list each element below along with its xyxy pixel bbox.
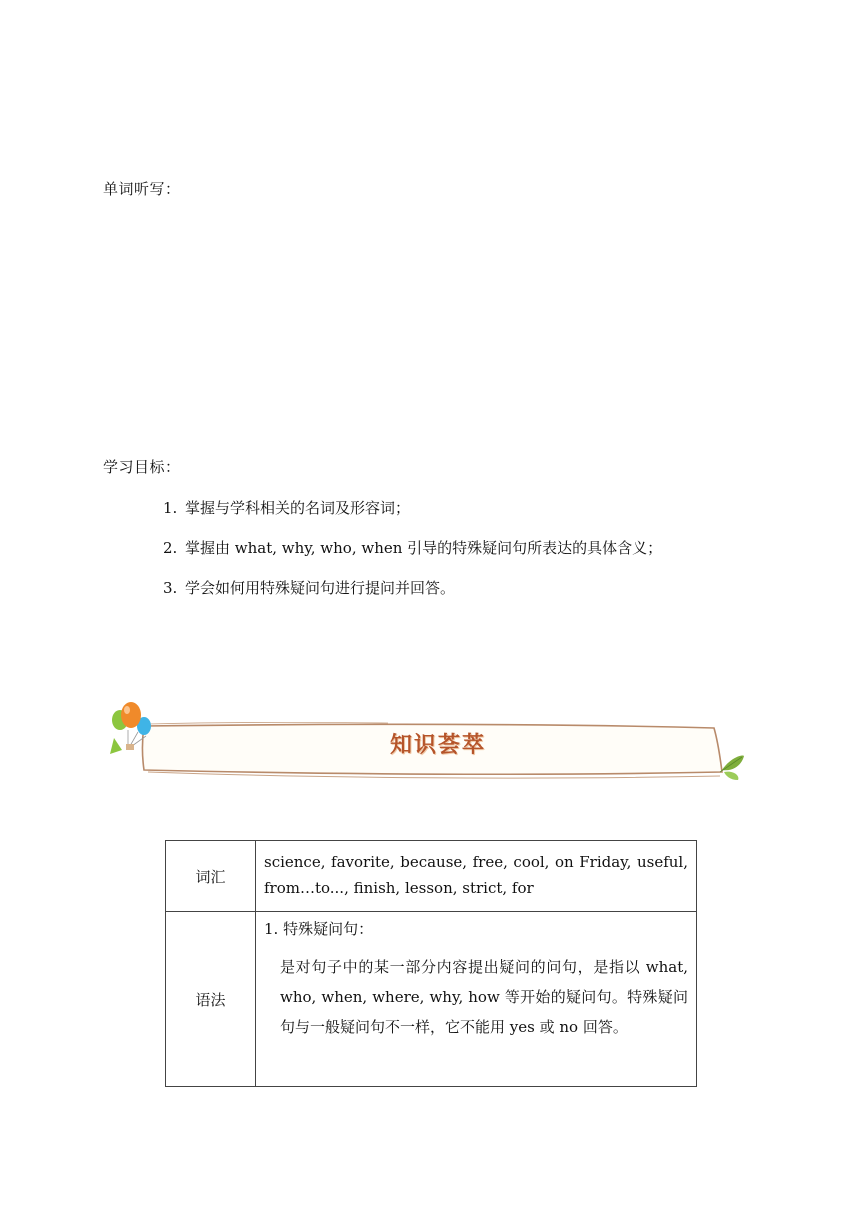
knowledge-table	[165, 840, 697, 1087]
knowledge-banner	[108, 698, 748, 784]
table-row	[166, 841, 697, 912]
objective-item	[163, 574, 763, 614]
vocab-text: science, favorite, because, free, cool, on Friday, useful, from…to..., finish, lesson, strict, for	[264, 853, 688, 897]
dictation-label: 单词听写：	[103, 180, 181, 198]
objectives-list	[163, 494, 763, 614]
objective-item	[163, 534, 763, 574]
vocab-header: 词汇	[166, 841, 256, 912]
objective-text: 掌握与学科相关的名词及形容词；	[185, 499, 411, 517]
table-row	[166, 912, 697, 1087]
grammar-text: 是对句子中的某一部分内容提出疑问的问句，是指以 what, who, when, where, why, how 等开始的疑问句。特殊疑问句与一般疑问句不一样，它不能用 yes 或 no 回答。	[280, 958, 688, 1036]
objective-number: 2.	[163, 539, 178, 557]
objective-item	[163, 494, 763, 534]
banner-title: 知识荟萃	[389, 733, 486, 758]
objective-number: 1.	[163, 499, 178, 517]
grammar-heading: 1. 特殊疑问句：	[264, 920, 374, 938]
objective-text: 掌握由 what, why, who, when 引导的特殊疑问句所表达的具体含义；	[185, 539, 663, 557]
grammar-cell	[256, 912, 697, 1087]
vocab-cell	[256, 841, 697, 912]
leaf-icon	[720, 756, 744, 780]
objective-number: 3.	[163, 579, 178, 597]
objective-text: 学会如何用特殊疑问句进行提问并回答。	[185, 579, 456, 597]
objectives-label: 学习目标：	[103, 458, 181, 476]
grammar-header: 语法	[166, 912, 256, 1087]
